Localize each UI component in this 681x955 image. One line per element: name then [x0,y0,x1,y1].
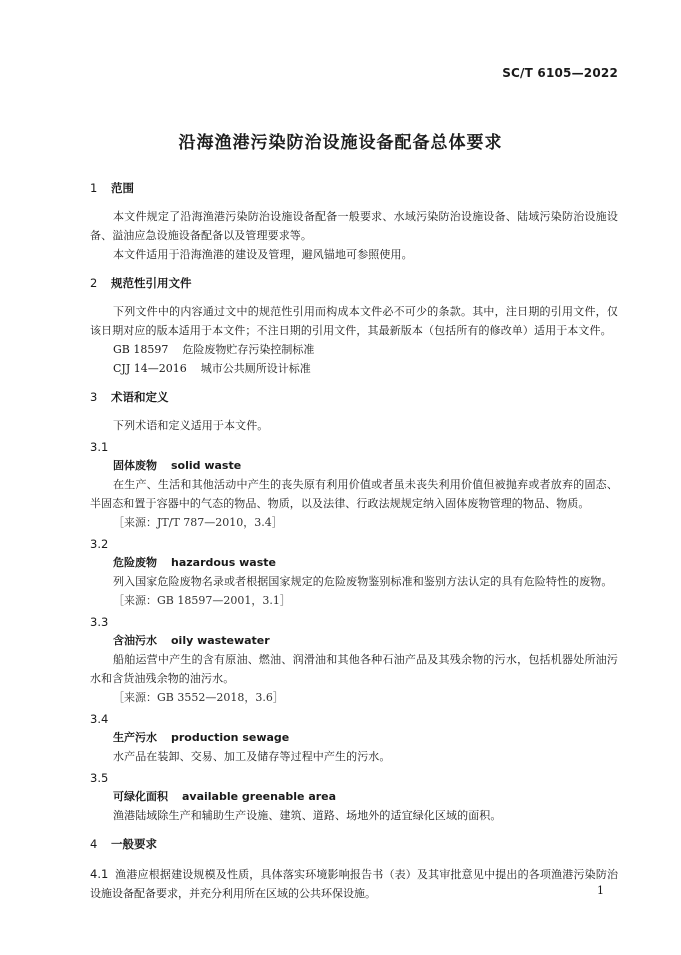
term-definition: 列入国家危险废物名录或者根据国家规定的危险废物鉴别标准和鉴别方法认定的具有危险特性的废物。 [113,575,613,588]
term-name [90,728,618,747]
term-name-cn: 含油污水 [113,634,157,647]
section-title: 范围 [111,181,134,195]
term-source: ［来源：GB 18597—2001，3.1］ [113,594,291,607]
section-3-heading [90,388,618,406]
term-name-cn: 固体废物 [113,459,157,472]
normative-refs-paragraph: 下列文件中的内容通过文中的规范性引用而构成本文件必不可少的条款。其中，注日期的引用文件，仅该日期对应的版本适用于本文件；不注日期的引用文件，其最新版本（包括所有的修改单）适用于本文件。 [90,305,618,337]
clause-4-1 [90,865,618,903]
term-name-en: hazardous waste [171,556,276,569]
clause-number: 4.1 [90,867,109,881]
section-number: 4 [90,837,98,851]
section-number: 1 [90,181,98,195]
section-title: 规范性引用文件 [111,276,192,290]
reference-code: GB 18597 [113,343,169,356]
scope-paragraph-2: 本文件适用于沿海渔港的建设及管理，避风锚地可参照使用。 [113,248,413,261]
reference-title: 城市公共厕所设计标准 [200,362,311,375]
term-name-en: production sewage [171,731,290,744]
terms-intro: 下列术语和定义适用于本文件。 [113,419,269,432]
term-name [90,456,618,475]
term-name-en: solid waste [171,459,242,472]
term-name-cn: 危险废物 [113,556,157,569]
page-number: 1 [597,884,604,897]
term-number: 3.1 [90,440,109,454]
term-definition: 船舶运营中产生的含有原油、燃油、润滑油和其他各种石油产品及其残余物的污水，包括机器处所油污水和含货油残余物的油污水。 [90,653,618,685]
term-name-cn: 可绿化面积 [113,790,168,803]
term-number: 3.2 [90,537,109,551]
term-name-en: available greenable area [182,790,337,803]
standard-code: SC/T 6105—2022 [502,66,618,80]
term-definition: 渔港陆域除生产和辅助生产设施、建筑、道路、场地外的适宜绿化区域的面积。 [113,809,502,822]
term-name [90,553,618,572]
term-number: 3.4 [90,712,109,726]
reference-item [90,340,618,359]
term-name-cn: 生产污水 [113,731,157,744]
term-name [90,631,618,650]
section-4-heading [90,835,618,853]
section-2-heading [90,274,618,292]
clause-text: 渔港应根据建设规模及性质，具体落实环境影响报告书（表）及其审批意见中提出的各项渔港污染防治设施设备配备要求，并充分利用所在区域的公共环保设施。 [90,868,618,900]
term-name [90,787,618,806]
term-name-en: oily wastewater [171,634,270,647]
reference-item [90,359,618,378]
term-definition: 在生产、生活和其他活动中产生的丧失原有利用价值或者虽未丧失利用价值但被抛弃或者放弃的固态、半固态和置于容器中的气态的物品、物质，以及法律、行政法规规定纳入固体废物管理的物品、物质。 [90,478,618,510]
section-number: 3 [90,390,98,404]
document-body [90,179,618,903]
term-source: ［来源：GB 3552—2018，3.6］ [113,691,284,704]
term-number: 3.5 [90,771,109,785]
reference-title: 危险废物贮存污染控制标准 [182,343,315,356]
section-1-heading [90,179,618,197]
term-definition: 水产品在装卸、交易、加工及储存等过程中产生的污水。 [113,750,391,763]
document-title: 沿海渔港污染防治设施设备配备总体要求 [178,133,503,153]
section-number: 2 [90,276,98,290]
scope-paragraph-1: 本文件规定了沿海渔港污染防治设施设备配备一般要求、水域污染防治设施设备、陆域污染防治设施设备、溢油应急设施设备配备以及管理要求等。 [90,210,618,242]
term-number: 3.3 [90,615,109,629]
section-title: 一般要求 [111,837,157,851]
term-source: ［来源：JT/T 787—2010，3.4］ [113,516,283,529]
reference-code: CJJ 14—2016 [113,362,187,375]
section-title: 术语和定义 [111,390,169,404]
